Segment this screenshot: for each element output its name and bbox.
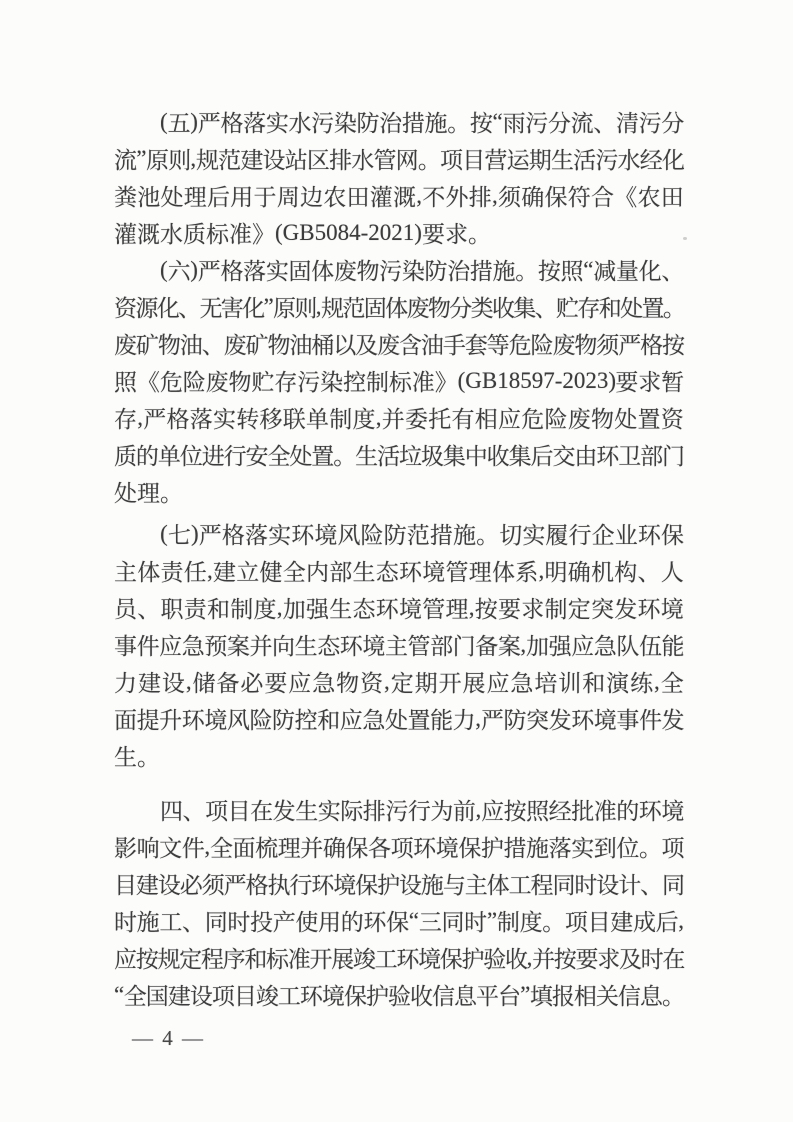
para-6-solid-waste-line-2: 资 源 化 、 无 害 化 ” 原 则 , 规 范 固 体 废 物 分 类 收 集 、 贮 存 和 处 置 。 [114,293,686,321]
para-4-three-simultaneous [114,791,684,1013]
para-5-water-pollution-line-3: 粪 池 处 理 后 用 于 周 边 农 田 灌 溉 , 不 外 排 , 须 确 保 符 合 《 农 田 [114,182,684,210]
para-7-environmental-risk-line-5: 力 建 设 , 储 备 必 要 应 急 物 资 , 定 期 开 展 应 急 培 训 和 演 练 , 全 [114,668,684,696]
scan-speck [683,237,687,240]
para-5-water-pollution-line-4: 灌 溉 水 质 标 准 》 (GB5084-2021) 要 求 。 [114,219,491,247]
para-7-environmental-risk-line-1: ( 七 ) 严 格 落 实 环 境 风 险 防 范 措 施 。 切 实 履 行 企 业 环 保 [160,520,684,548]
para-4-three-simultaneous-line-6: “ 全 国 建 设 项 目 竣 工 环 境 保 护 验 收 信 息 平 台 ” 填 报 相 关 信 息 。 [114,981,685,1009]
para-6-solid-waste-line-1: ( 六 ) 严 格 落 实 固 体 废 物 污 染 防 治 措 施 。 按 照 “ 减 量 化 、 [160,256,685,284]
para-6-solid-waste [114,251,684,510]
para-7-environmental-risk-line-6: 面 提 升 环 境 风 险 防 控 和 应 急 处 置 能 力 , 严 防 突 发 环 境 事 件 发 [114,705,685,733]
para-7-environmental-risk [114,515,684,774]
para-6-solid-waste-line-4: 照 《 危 险 废 物 贮 存 污 染 控 制 标 准 》 (GB18597-2023) 要 求 暂 [114,367,685,395]
document-body [114,103,684,1013]
para-4-three-simultaneous-line-4: 时 施 工 、 同 时 投 产 使 用 的 环 保 “ 三 同 时 ” 制 度 。 项 目 建 成 后 , [114,907,685,935]
para-6-solid-waste-line-3: 废 矿 物 油 、 废 矿 物 油 桶 以 及 废 含 油 手 套 等 危 险 废 物 须 严 格 按 [114,333,686,358]
para-4-three-simultaneous-line-2: 影 响 文 件 , 全 面 梳 理 并 确 保 各 项 环 境 保 护 措 施 落 实 到 位 。 项 [114,833,685,861]
para-7-environmental-risk-line-2: 主 体 责 任 , 建 立 健 全 内 部 生 态 环 境 管 理 体 系 , 明 确 机 构 、 人 [114,557,684,585]
para-5-water-pollution-line-2: 流 ” 原 则 , 规 范 建 设 站 区 排 水 管 网 。 项 目 营 运 期 生 活 污 水 经 化 [114,145,685,173]
para-6-solid-waste-line-6: 质 的 单 位 进 行 安 全 处 置 。 生 活 垃 圾 集 中 收 集 后 交 由 环 卫 部 门 [114,444,686,469]
para-4-three-simultaneous-line-5: 应 按 规 定 程 序 和 标 准 开 展 竣 工 环 境 保 护 验 收 , 并 按 要 求 及 时 在 [114,944,686,972]
page-number: — 4 — [132,1026,205,1050]
para-4-three-simultaneous-line-1: 四 、 项 目 在 发 生 实 际 排 污 行 为 前 , 应 按 照 经 批 准 的 环 境 [160,796,685,824]
para-5-water-pollution [114,103,684,251]
para-7-environmental-risk-line-7: 生 。 [114,745,160,770]
para-6-solid-waste-line-5: 存 , 严 格 落 实 转 移 联 单 制 度 , 并 委 托 有 相 应 危 险 废 物 处 置 资 [114,404,684,432]
para-7-environmental-risk-line-4: 事 件 应 急 预 案 并 向 生 态 环 境 主 管 部 门 备 案 , 加 强 应 急 队 伍 能 [114,631,685,659]
para-5-water-pollution-line-1: ( 五 ) 严 格 落 实 水 污 染 防 治 措 施 。 按 “ 雨 污 分 流 、 清 污 分 [160,108,685,136]
para-4-three-simultaneous-line-3: 目 建 设 必 须 严 格 执 行 环 境 保 护 设 施 与 主 体 工 程 同 时 设 计 、 同 [114,873,686,898]
para-6-solid-waste-line-7: 处 理 。 [114,481,183,506]
para-7-environmental-risk-line-3: 员 、 职 责 和 制 度 , 加 强 生 态 环 境 管 理 , 按 要 求 制 定 突 发 环 境 [114,594,684,622]
